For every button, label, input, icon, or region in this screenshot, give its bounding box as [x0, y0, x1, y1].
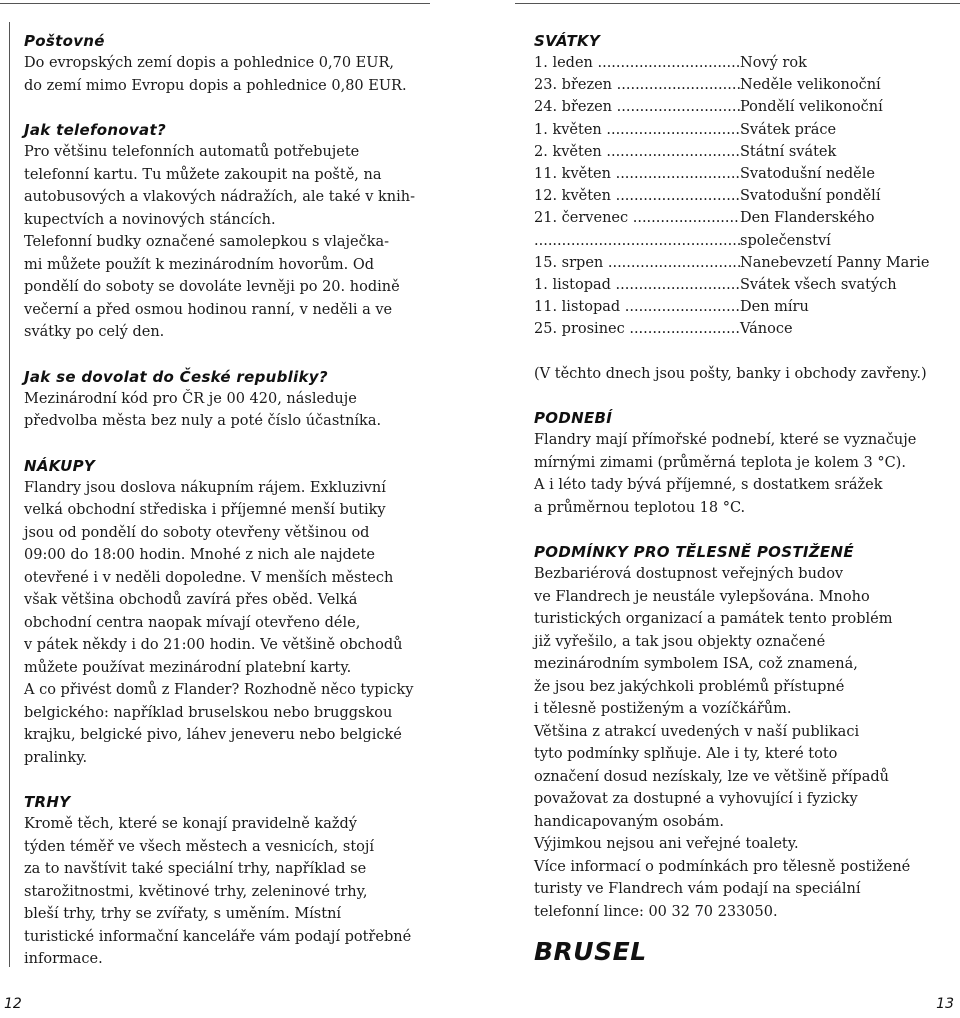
- podminky-line: Více informací o podmínkách pro tělesně postižené: [534, 858, 911, 875]
- svatky-title: SVÁTKY: [534, 32, 601, 50]
- podminky-line: i tělesně postiženým a vozíčkářům.: [534, 701, 792, 718]
- section-podminky: [534, 541, 954, 923]
- podminky-line: tyto podmínky splňuje. Ale i ty, které toto: [534, 746, 838, 763]
- telefon-line: večerní a před osmou hodinou ranní, v neděli a ve: [24, 301, 393, 318]
- holiday-name: Svátek práce: [740, 121, 837, 138]
- nakupy-line: Flandry jsou doslova nákupním rájem. Exkluzivní: [24, 479, 386, 496]
- holiday-row: [534, 185, 954, 207]
- telefon-line: pondělí do soboty se dovoláte levněji po 20. hodině: [24, 279, 400, 295]
- left-column: [24, 30, 444, 971]
- holiday-date: 21. červenec .....: [534, 207, 740, 229]
- trhy-title: TRHY: [24, 793, 71, 811]
- trhy-line: informace.: [24, 951, 103, 967]
- trhy-line: starožitnostmi, květinové trhy, zeleninové trhy,: [24, 883, 368, 900]
- podnebi-title: PODNEBÍ: [534, 409, 613, 428]
- telefon-line: Pro většinu telefonních automatů potřebujete: [24, 144, 360, 160]
- telefon-line: mi můžete použít k mezinárodním hovorům. Od: [24, 256, 375, 273]
- page-number-right: 13: [936, 996, 954, 1012]
- nakupy-line: však většina obchodů zavírá přes oběd. Velká: [24, 592, 358, 608]
- nakupy-title: NÁKUPY: [24, 456, 96, 475]
- holiday-row: [534, 318, 954, 340]
- holiday-row: [534, 96, 954, 118]
- telefon-line: kupectvích a novinových stáncích.: [24, 211, 276, 228]
- holiday-row: [534, 230, 954, 252]
- holiday-date: [534, 230, 740, 252]
- podminky-line: mezinárodním symbolem ISA, což znamená,: [534, 656, 858, 673]
- holiday-date: 1. listopad .....: [534, 274, 740, 296]
- holiday-date: 24. březen .....: [534, 96, 740, 118]
- top-rule-right: [515, 3, 960, 4]
- holiday-date: 1. květen .....: [534, 119, 740, 141]
- podminky-line: Bezbariérová dostupnost veřejných budov: [534, 566, 844, 583]
- right-column: [534, 30, 954, 969]
- podminky-title: PODMÍNKY PRO TĚLESNĚ POSTIŽENÉ: [534, 543, 854, 562]
- telefon-line: Telefonní budky označené samolepkou s vlaječka-: [24, 234, 390, 250]
- holiday-row: [534, 52, 954, 74]
- nakupy-line: pralinky.: [24, 749, 88, 766]
- podminky-line: považovat za dostupné a vyhovující i fyzicky: [534, 791, 858, 808]
- podminky-line: již vyřešilo, a tak jsou objekty označené: [534, 633, 826, 650]
- holiday-row: [534, 296, 954, 318]
- section-podnebi: [534, 407, 954, 519]
- nakupy-line: obchodní centra naopak mívají otevřeno déle,: [24, 614, 361, 631]
- podnebi-line: mírnými zimami (průměrná teplota je kolem 3 °C).: [534, 454, 906, 471]
- holiday-row: [534, 274, 954, 296]
- postovne-line: do zemí mimo Evropu dopis a pohlednice 0,80 EUR.: [24, 77, 407, 94]
- holiday-row: [534, 252, 954, 274]
- holiday-name: společenství: [740, 232, 831, 249]
- holiday-name: Svátek všech svatých: [740, 277, 897, 294]
- trhy-line: týden téměř ve všech městech a vesnicích, stojí: [24, 838, 375, 855]
- holiday-name: Nový rok: [740, 55, 807, 71]
- holiday-name: Den míru: [740, 299, 809, 316]
- holiday-date: 1. leden .....: [534, 52, 740, 74]
- holiday-date: 11. listopad .....: [534, 296, 740, 318]
- section-trhy: [24, 791, 444, 971]
- section-postovne: [24, 30, 444, 97]
- holiday-date: 2. květen .....: [534, 141, 740, 163]
- section-svatky: [534, 30, 954, 385]
- podminky-line: handicapovaným osobám.: [534, 813, 724, 830]
- podnebi-line: Flandry mají přímořské podnebí, které se vyznačuje: [534, 432, 917, 449]
- nakupy-line: v pátek někdy i do 21:00 hodin. Ve většině obchodů: [24, 637, 403, 653]
- podminky-line: turisty ve Flandrech vám podají na speciální: [534, 881, 861, 898]
- holiday-name: Neděle velikonoční: [740, 77, 881, 94]
- section-dovolat: [24, 366, 444, 433]
- trhy-line: bleší trhy, trhy se zvířaty, s uměním. Místní: [24, 906, 342, 922]
- nakupy-line: A co přivést domů z Flander? Rozhodně něco typicky: [24, 682, 414, 698]
- holiday-name: Pondělí velikonoční: [740, 99, 883, 116]
- holiday-row: [534, 207, 954, 229]
- holiday-row: [534, 141, 954, 163]
- holiday-date: 15. srpen .....: [534, 252, 740, 274]
- podminky-line: označení dosud nezískaly, lze ve většině případů: [534, 768, 889, 785]
- trhy-line: za to navštívit také speciální trhy, například se: [24, 861, 367, 877]
- podminky-line: že jsou bez jakýchkoli problémů přístupné: [534, 678, 845, 695]
- nakupy-line: otevřené i v neděli dopoledne. V menších městech: [24, 569, 394, 586]
- holiday-date: 12. květen .....: [534, 185, 740, 207]
- holiday-date: 23. březen .....: [534, 74, 740, 96]
- postovne-title: Poštovné: [24, 32, 105, 50]
- dovolat-line: předvolba města bez nuly a poté číslo účastníka.: [24, 413, 382, 429]
- podminky-line: ve Flandrech je neustále vylepšována. Mnoho: [534, 588, 870, 605]
- holiday-name: Svatodušní neděle: [740, 166, 875, 183]
- nakupy-line: 09:00 do 18:00 hodin. Mnohé z nich ale najdete: [24, 547, 375, 563]
- trhy-line: Kromě těch, které se konají pravidelně každý: [24, 816, 357, 832]
- trhy-line: turistické informační kanceláře vám podají potřebné: [24, 928, 412, 945]
- holiday-date: 11. květen .....: [534, 163, 740, 185]
- podnebi-line: A i léto tady bývá příjemné, s dostatkem srážek: [534, 477, 883, 494]
- section-telefonovat: [24, 119, 444, 344]
- podminky-line: Výjimkou nejsou ani veřejné toalety.: [534, 836, 799, 853]
- podnebi-line: a průměrnou teplotou 18 °C.: [534, 499, 746, 516]
- section-nakupy: [24, 455, 444, 770]
- holiday-row: [534, 119, 954, 141]
- left-margin-rule: [9, 22, 10, 967]
- brusel-heading: BRUSEL: [534, 937, 647, 967]
- holiday-name: Den Flanderského: [740, 210, 875, 227]
- podminky-line: telefonní lince: 00 32 70 233050.: [534, 903, 778, 920]
- nakupy-line: belgického: například bruselskou nebo bruggskou: [24, 704, 393, 721]
- dovolat-title: Jak se dovolat do České republiky?: [24, 367, 328, 386]
- nakupy-line: krajku, belgické pivo, láhev jeneveru nebo belgické: [24, 727, 402, 743]
- holiday-name: Nanebevzetí Panny Marie: [740, 254, 930, 271]
- nakupy-line: velká obchodní střediska i příjemné menší butiky: [24, 502, 386, 518]
- nakupy-line: jsou od pondělí do soboty otevřeny většinou od: [24, 524, 370, 541]
- telefon-line: telefonní kartu. Tu můžete zakoupit na poště, na: [24, 166, 382, 183]
- svatky-note: (V těchto dnech jsou pošty, banky i obchody zavřeny.): [534, 365, 927, 382]
- telefon-title: Jak telefonovat?: [24, 121, 166, 139]
- telefon-line: autobusových a vlakových nádražích, ale také v knih-: [24, 189, 415, 205]
- telefon-line: svátky po celý den.: [24, 324, 165, 340]
- holiday-row: [534, 163, 954, 185]
- holiday-name: Vánoce: [740, 321, 793, 338]
- holiday-date: 25. prosinec .....: [534, 318, 740, 340]
- dovolat-line: Mezinárodní kód pro ČR je 00 420, následuje: [24, 390, 357, 407]
- holiday-name: Svatodušní pondělí: [740, 188, 881, 205]
- nakupy-line: můžete používat mezinárodní platební karty.: [24, 659, 352, 676]
- top-rule-left: [0, 3, 430, 4]
- holiday-row: [534, 74, 954, 96]
- postovne-line: Do evropských zemí dopis a pohlednice 0,70 EUR,: [24, 55, 394, 71]
- podminky-line: turistických organizací a památek tento problém: [534, 611, 893, 628]
- holiday-name: Státní svátek: [740, 143, 837, 160]
- page-number-left: 12: [4, 996, 22, 1012]
- podminky-line: Většina z atrakcí uvedených v naší publikaci: [534, 723, 860, 740]
